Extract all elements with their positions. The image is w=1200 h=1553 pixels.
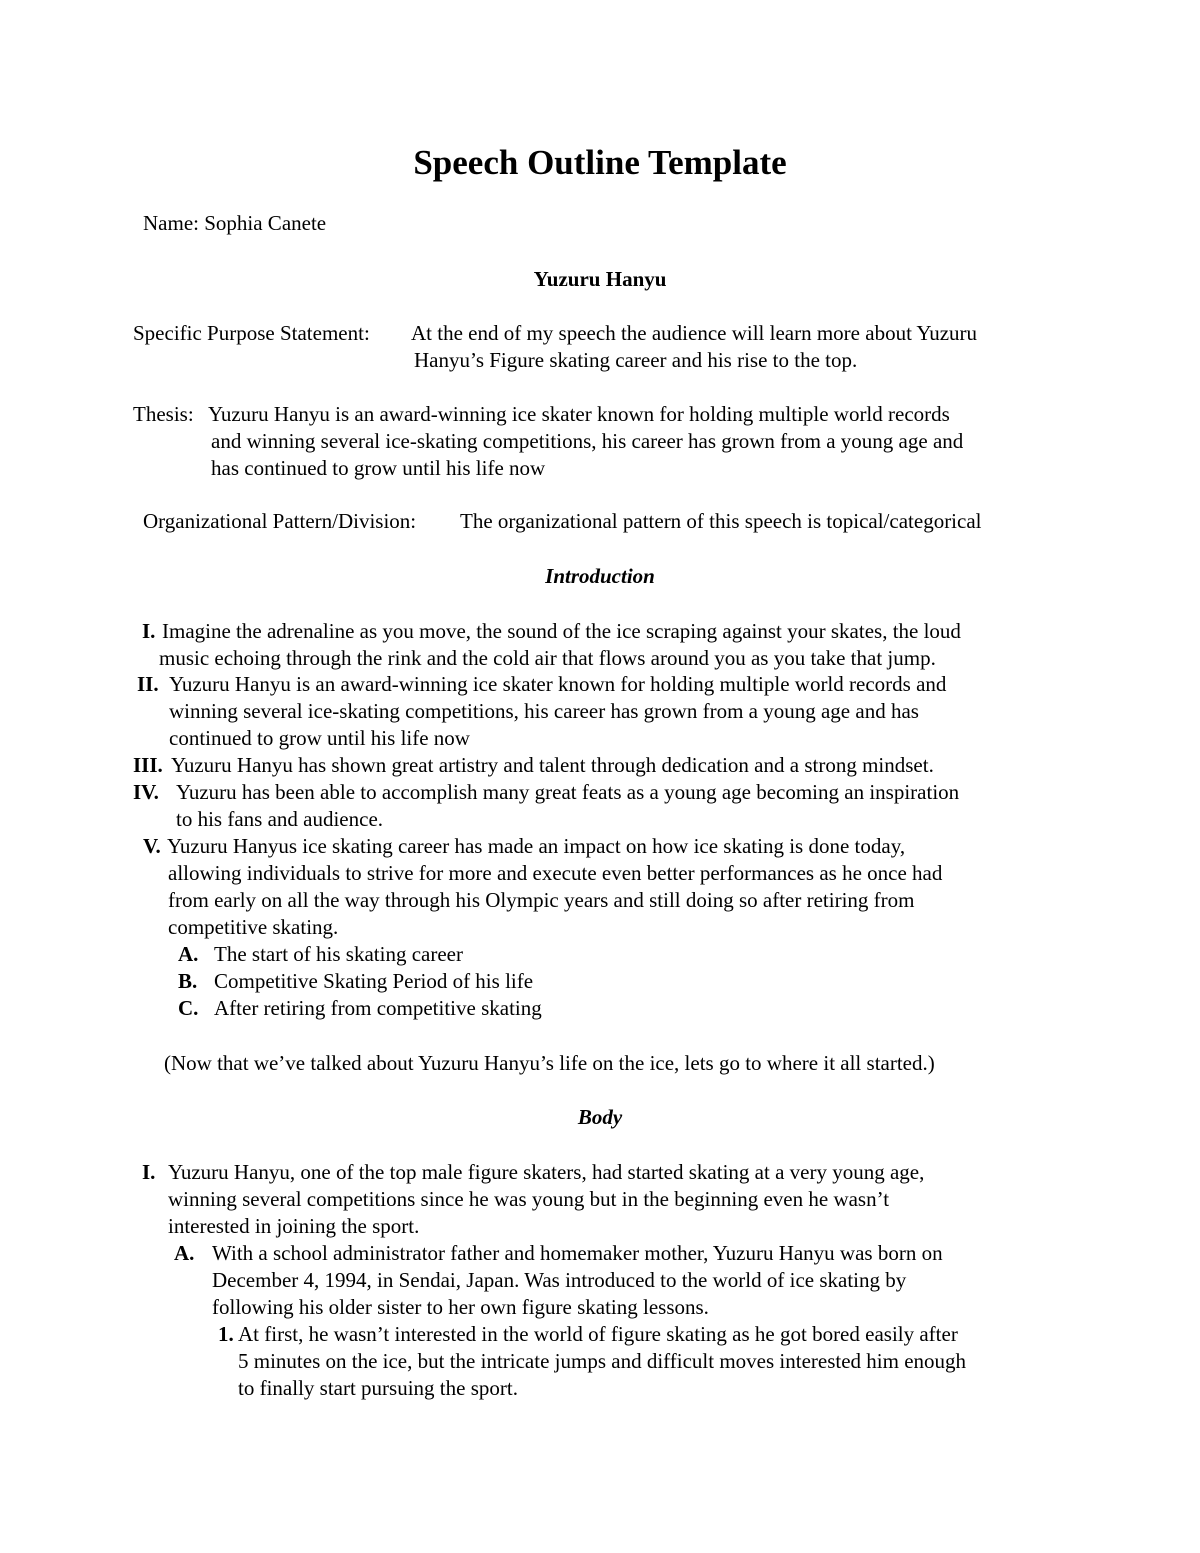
intro-item-line: from early on all the way through his Olympic years and still doing so after retiring from [168,888,915,912]
thesis-label: Thesis: [133,402,194,426]
intro-item-number: III. [133,753,163,777]
body-heading: Body [577,1105,623,1129]
body-item-line: winning several competitions since he was young but in the beginning even he wasn’t [168,1187,890,1211]
body-subsubitem-line: At first, he wasn’t interested in the world of figure skating as he got bored easily after [238,1322,958,1346]
intro-subitem-letter: B. [178,969,198,993]
intro-item-line: music echoing through the rink and the cold air that flows around you as you take that jump. [159,646,936,670]
purpose-label: Specific Purpose Statement: [133,321,370,345]
pattern-label: Organizational Pattern/Division: [143,509,417,533]
intro-item-number: II. [137,672,159,696]
body-subsubitem-line: 5 minutes on the ice, but the intricate jumps and difficult moves interested him enough [238,1349,967,1373]
intro-item-number: I. [142,619,156,643]
intro-subitem-letter: C. [178,996,199,1020]
intro-item-line: allowing individuals to strive for more and execute even better performances as he once had [168,861,943,885]
intro-subitem-text: Competitive Skating Period of his life [214,969,534,993]
purpose-line-1: At the end of my speech the audience will learn more about Yuzuru [411,321,978,345]
intro-item-number: IV. [133,780,159,804]
body-subitem-line: With a school administrator father and homemaker mother, Yuzuru Hanyu was born on [212,1241,943,1265]
intro-subitem-text: The start of his skating career [214,942,463,966]
intro-item-line: Yuzuru Hanyu is an award-winning ice skater known for holding multiple world records and [169,672,947,696]
intro-item-line: to his fans and audience. [176,807,384,831]
intro-item-number: V. [143,834,161,858]
thesis-line-1: Yuzuru Hanyu is an award-winning ice skater known for holding multiple world records [208,402,950,426]
pattern-text: The organizational pattern of this speech is topical/categorical [460,509,982,533]
body-subsubitem-number: 1. [218,1322,234,1346]
intro-item-line: continued to grow until his life now [169,726,470,750]
body-subitem-line: December 4, 1994, in Sendai, Japan. Was introduced to the world of ice skating by [212,1268,907,1292]
intro-item-line: competitive skating. [168,915,339,939]
intro-item-line: winning several ice-skating competitions, his career has grown from a young age and has [169,699,919,723]
transition-text: (Now that we’ve talked about Yuzuru Hanyu’s life on the ice, lets go to where it all started.) [164,1051,935,1075]
body-subsubitem-line: to finally start pursuing the sport. [238,1376,518,1400]
purpose-line-2: Hanyu’s Figure skating career and his rise to the top. [414,348,858,372]
page-title: Speech Outline Template [413,143,787,182]
thesis-line-2: and winning several ice-skating competitions, his career has grown from a young age and [211,429,964,453]
intro-item-line: Yuzuru has been able to accomplish many great feats as a young age becoming an inspiration [176,780,960,804]
intro-item-line: Yuzuru Hanyus ice skating career has made an impact on how ice skating is done today, [167,834,906,858]
body-item-number: I. [142,1160,156,1184]
introduction-heading: Introduction [545,564,655,588]
intro-item-line: Yuzuru Hanyu has shown great artistry and talent through dedication and a strong mindset. [171,753,934,777]
body-subitem-line: following his older sister to her own figure skating lessons. [212,1295,709,1319]
body-item-line: interested in joining the sport. [168,1214,420,1238]
topic-heading: Yuzuru Hanyu [533,267,667,291]
name-line: Name: Sophia Canete [143,211,327,235]
body-subitem-letter: A. [174,1241,195,1265]
intro-item-line: Imagine the adrenaline as you move, the sound of the ice scraping against your skates, the loud [162,619,961,643]
intro-subitem-text: After retiring from competitive skating [214,996,542,1020]
thesis-line-3: has continued to grow until his life now [211,456,546,480]
body-item-line: Yuzuru Hanyu, one of the top male figure skaters, had started skating at a very young age, [168,1160,925,1184]
intro-subitem-letter: A. [178,942,199,966]
